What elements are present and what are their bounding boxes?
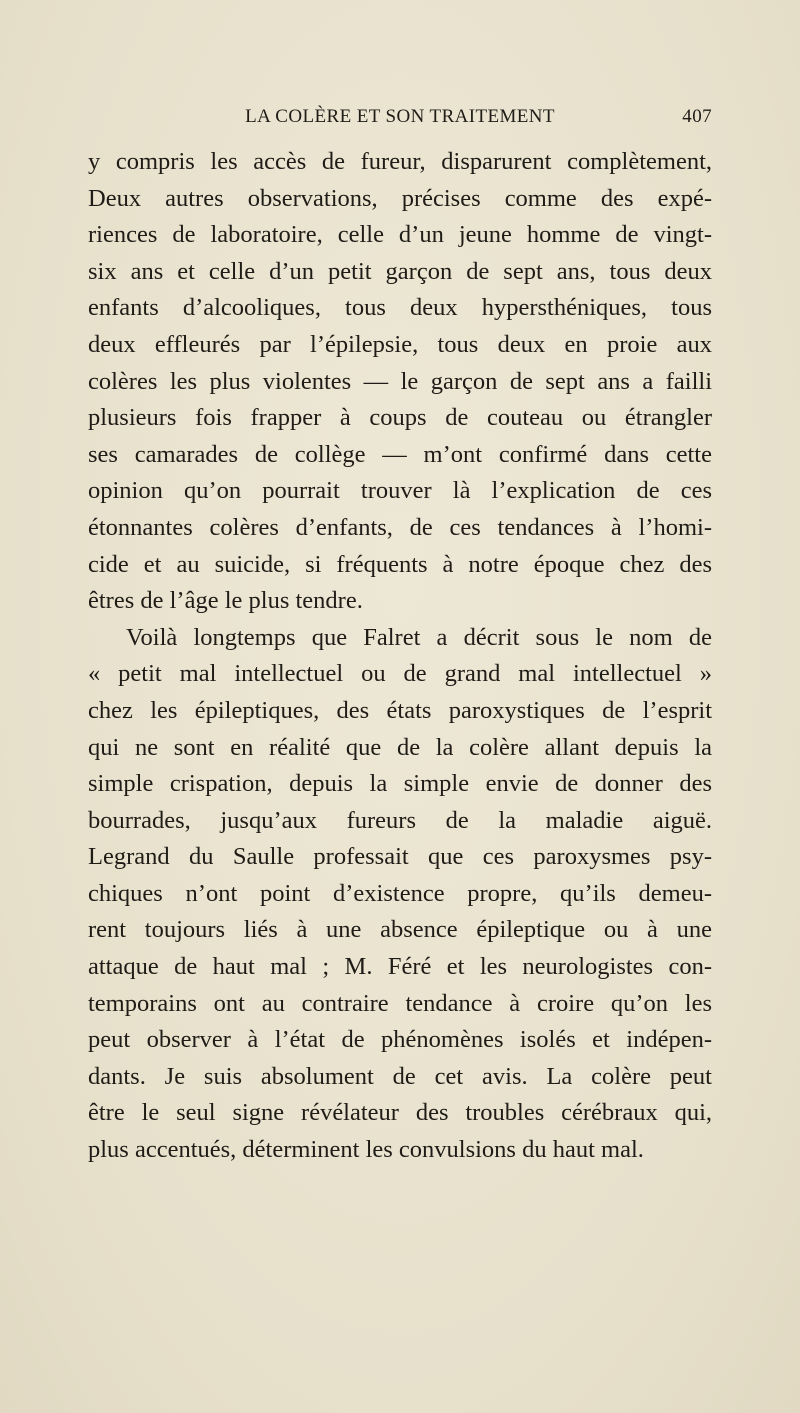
text-line: Deux autres observations, précises comme des expé- bbox=[88, 184, 712, 212]
text-line: y compris les accès de fureur, disparurent complètement, bbox=[88, 148, 712, 175]
text-line: être le seul signe révélateur des troubles cérébraux qui, bbox=[88, 1099, 712, 1127]
text-line: simple crispation, depuis la simple envie de donner des bbox=[88, 770, 712, 798]
text-line: six ans et celle d’un petit garçon de sept ans, tous deux bbox=[88, 257, 712, 285]
text-line: bourrades, jusqu’aux fureurs de la maladie aiguë. bbox=[88, 806, 712, 834]
body-text bbox=[88, 144, 712, 1169]
text-line: riences de laboratoire, celle d’un jeune homme de vingt- bbox=[88, 221, 712, 249]
text-line: chez les épileptiques, des états paroxystiques de l’esprit bbox=[88, 696, 712, 724]
text-line: peut observer à l’état de phénomènes isolés et indépen- bbox=[88, 1026, 712, 1054]
text-line: attaque de haut mal ; M. Féré et les neurologistes con- bbox=[88, 953, 712, 981]
text-line: qui ne sont en réalité que de la colère allant depuis la bbox=[88, 733, 712, 761]
text-line: colères les plus violentes — le garçon de sept ans a failli bbox=[88, 367, 712, 395]
text-line: « petit mal intellectuel ou de grand mal intellectuel » bbox=[88, 660, 712, 688]
text-line: plusieurs fois frapper à coups de couteau ou étrangler bbox=[88, 404, 712, 432]
text-line: êtres de l’âge le plus tendre. bbox=[88, 587, 363, 615]
text-line: ses camarades de collège — m’ont confirmé dans cette bbox=[88, 440, 712, 468]
text-line: étonnantes colères d’enfants, de ces tendances à l’homi- bbox=[88, 513, 712, 541]
text-line: plus accentués, déterminent les convulsions du haut mal. bbox=[88, 1136, 644, 1164]
text-line: deux effleurés par l’épilepsie, tous deux en proie aux bbox=[88, 330, 712, 358]
text-line: rent toujours liés à une absence épileptique ou à une bbox=[88, 916, 712, 944]
text-line: opinion qu’on pourrait trouver là l’explication de ces bbox=[88, 477, 712, 505]
text-line: enfants d’alcooliques, tous deux hypersthéniques, tous bbox=[88, 294, 712, 322]
page-number: 407 bbox=[682, 106, 712, 127]
page-header bbox=[88, 106, 712, 132]
text-line: temporains ont au contraire tendance à croire qu’on les bbox=[88, 989, 712, 1017]
text-line: chiques n’ont point d’existence propre, qu’ils demeu- bbox=[88, 879, 712, 907]
text-line: Voilà longtemps que Falret a décrit sous le nom de bbox=[126, 623, 712, 651]
text-line: cide et au suicide, si fréquents à notre époque chez des bbox=[88, 550, 712, 578]
text-line: dants. Je suis absolument de cet avis. La colère peut bbox=[88, 1062, 712, 1090]
text-line: Legrand du Saulle professait que ces paroxysmes psy- bbox=[88, 843, 712, 871]
running-title: LA COLÈRE ET SON TRAITEMENT bbox=[245, 106, 555, 127]
